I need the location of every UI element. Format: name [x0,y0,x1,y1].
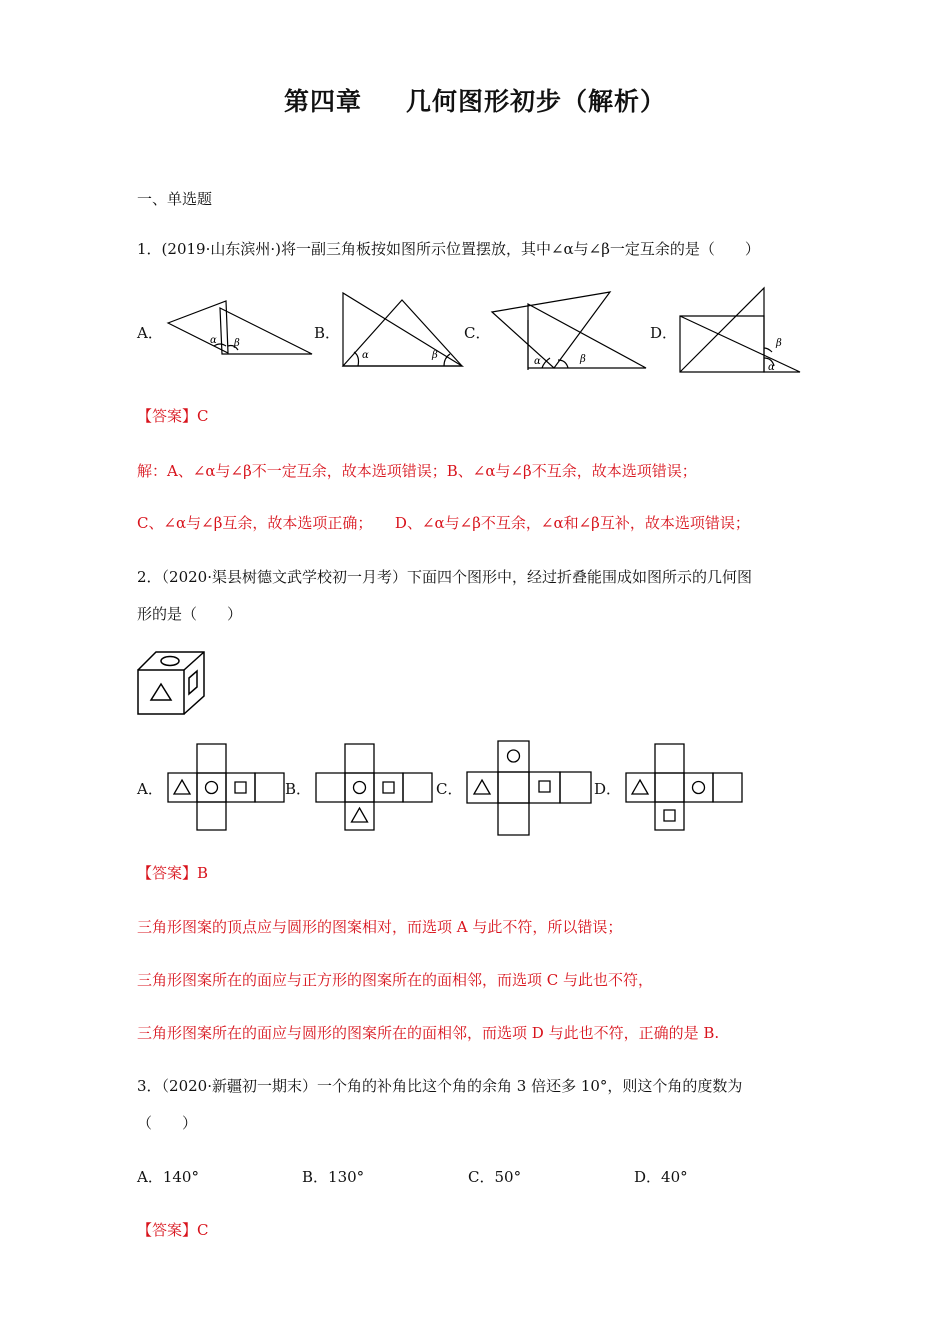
section-heading: 一、单选题 [137,190,213,208]
q2-answer: 【答案】B [137,864,209,882]
q1-figure-c [490,290,650,372]
q3-option-b: B．130° [302,1168,365,1186]
q1-option-b-label: B． [314,324,341,342]
q1-figure-b [340,290,466,370]
alpha-label-d: α [768,362,775,373]
chapter-number: 第四章 [283,87,362,116]
q3-stem-line2: （ ） [137,1114,198,1132]
alpha-label-c: α [534,356,541,367]
q2-net-c [466,739,592,837]
beta-label-a: β [234,338,240,349]
q2-net-a [167,743,287,831]
q2-option-a-label: A． [137,780,163,798]
q2-explanation-3: 三角形图案所在的面应与圆形的图案所在的面相邻，而选项 D 与此也不符，正确的是 B. [137,1024,720,1042]
chapter-name: 几何图形初步（解析） [406,87,667,116]
q1-option-a-label: A． [137,324,163,342]
q2-cube-figure [136,650,216,718]
q3-option-d: D．40° [634,1168,688,1186]
q3-stem-line1: 3．（2020·新疆初一期末）一个角的补角比这个角的余角 3 倍还多 10°，则这个角的度数为 [137,1077,743,1095]
q1-figure-a [160,298,316,360]
q2-option-d-label: D． [594,780,622,798]
q2-option-c-label: C． [436,780,463,798]
q1-option-c-label: C． [464,324,491,342]
q2-net-b [315,743,435,831]
beta-label-c: β [580,354,586,365]
q1-answer: 【答案】C [137,407,209,425]
q2-net-d [625,743,745,831]
q1-figure-d [676,286,806,376]
q2-explanation-2: 三角形图案所在的面应与正方形的图案所在的面相邻，而选项 C 与此也不符， [137,971,654,989]
q1-explanation-1: 解：A、∠α与∠β不一定互余，故本选项错误；B、∠α与∠β不互余，故本选项错误； [137,462,697,480]
alpha-label-b: α [362,350,369,361]
q2-stem-line2: 形的是（ ） [137,605,243,623]
q2-explanation-1: 三角形图案的顶点应与圆形的图案相对，而选项 A 与此不符，所以错误； [137,918,623,936]
beta-label-d: β [776,338,782,349]
beta-label-b: β [432,350,438,361]
alpha-label-a: α [210,335,217,346]
q2-option-b-label: B． [285,780,312,798]
q1-option-d-label: D． [650,324,678,342]
q3-answer: 【答案】C [137,1221,209,1239]
q3-option-a: A．140° [137,1168,199,1186]
page-title [0,82,950,118]
q1-stem: 1．(2019·山东滨州·)将一副三角板按如图所示位置摆放，其中∠α与∠β一定互余的是（ ） [137,240,760,258]
q3-option-c: C．50° [468,1168,522,1186]
q2-stem-line1: 2．（2020·渠县树德文武学校初一月考）下面四个图形中，经过折叠能围成如图所示的几何图 [137,568,752,586]
q1-explanation-2: C、∠α与∠β互余，故本选项正确； D、∠α与∠β不互余，∠α和∠β互补，故本选项错误； [137,514,750,532]
